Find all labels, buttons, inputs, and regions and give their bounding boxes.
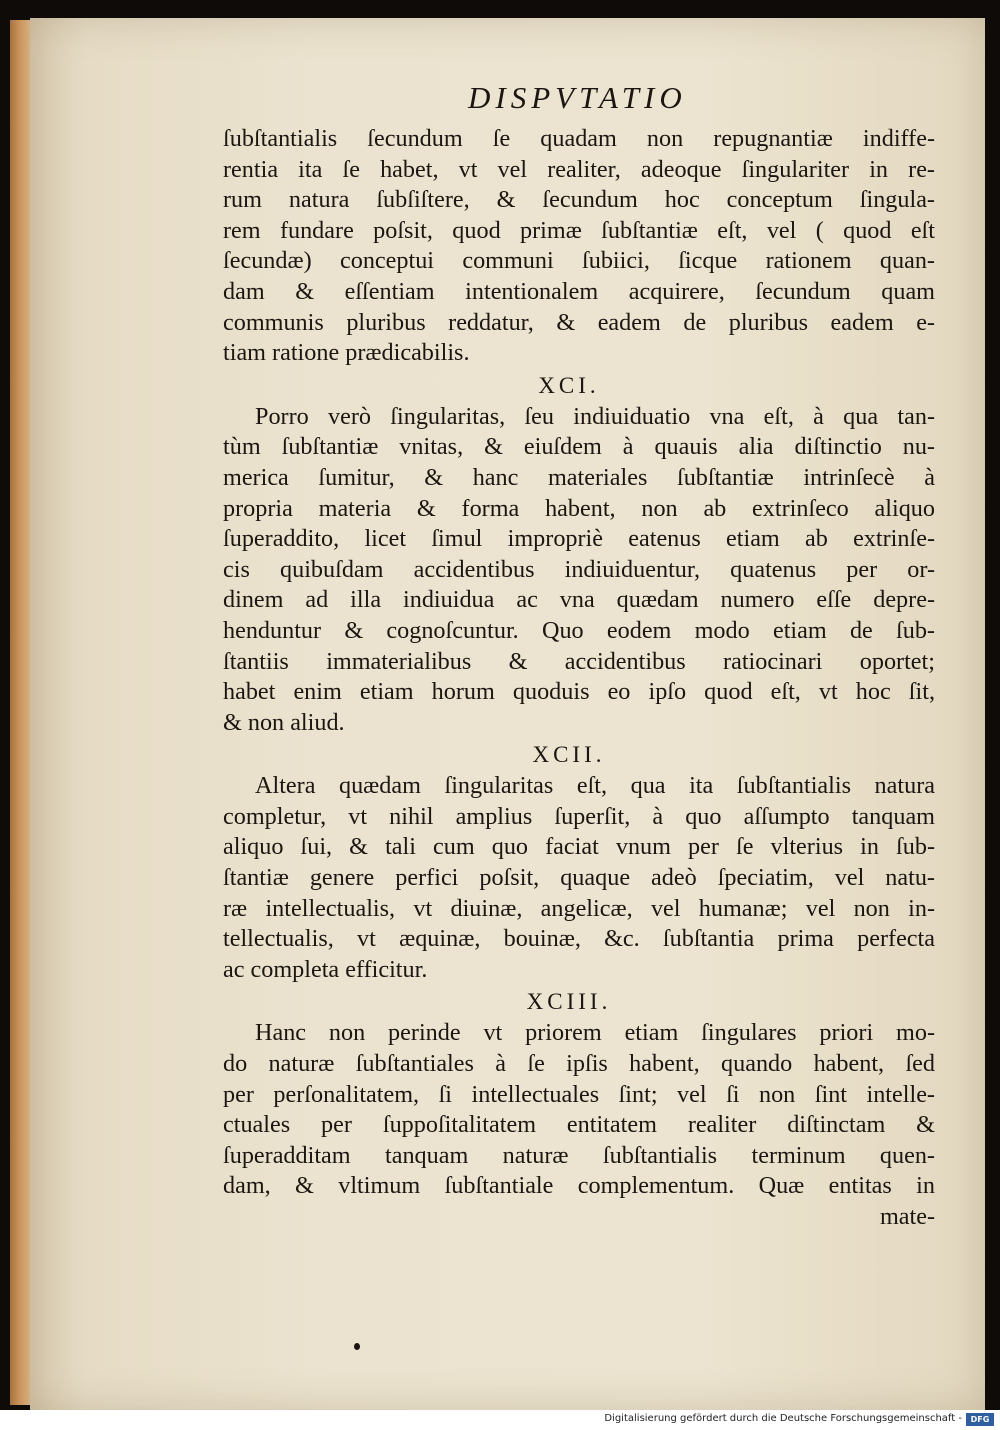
text-line: ſuperaddito, licet ſimul impropriè eatenus etiam ab extrinſe- bbox=[223, 525, 935, 553]
ink-dot bbox=[354, 1343, 360, 1350]
text-line: rum natura ſubſiſtere, & ſecundum hoc conceptum ſingula- bbox=[223, 186, 935, 214]
text-line: habet enim etiam horum quoduis eo ipſo quod eſt, vt hoc ſit, bbox=[223, 678, 935, 706]
text-line: tellectualis, vt æquinæ, bouinæ, &c. ſubſtantia prima perfecta bbox=[223, 925, 935, 953]
section-heading: XCI. bbox=[538, 372, 600, 398]
text-line: dinem ad illa indiuidua ac vna quædam numero eſſe depre- bbox=[223, 586, 935, 614]
page-text bbox=[223, 124, 935, 1233]
text-line: ac completa efficitur. bbox=[223, 955, 428, 983]
dfg-logo-icon: DFG bbox=[966, 1413, 994, 1426]
text-line: Porro verò ſingularitas, ſeu indiuiduatio vna eſt, à qua tan- bbox=[255, 402, 935, 430]
text-line: ræ intellectualis, vt diuinæ, angelicæ, vel humanæ; vel non in- bbox=[223, 894, 935, 922]
text-line: ctuales per ſuppoſitalitatem entitatem realiter diſtinctam & bbox=[223, 1111, 935, 1139]
section-heading: XCIII. bbox=[526, 989, 612, 1015]
paragraph-2 bbox=[223, 771, 935, 985]
text-line: henduntur & cognoſcuntur. Quo eodem modo etiam de ſub- bbox=[223, 616, 935, 644]
text-line: Hanc non perinde vt priorem etiam ſingulares priori mo- bbox=[255, 1019, 935, 1047]
paragraph-1 bbox=[223, 402, 935, 739]
text-line: aliquo ſui, & tali cum quo faciat vnum per ſe vlterius in ſub- bbox=[223, 833, 935, 861]
text-line: merica ſumitur, & hanc materiales ſubſtantiæ intrinſecè à bbox=[223, 463, 935, 491]
text-line: & non aliud. bbox=[223, 708, 345, 736]
catchword: mate- bbox=[879, 1203, 935, 1230]
text-line: dam, & vltimum ſubſtantiale complementum. Quæ entitas in bbox=[223, 1172, 935, 1200]
text-line: do naturæ ſubſtantiales à ſe ipſis habent, quando habent, ſed bbox=[223, 1050, 935, 1078]
text-line: communis pluribus reddatur, & eadem de pluribus eadem e- bbox=[223, 308, 935, 336]
text-line: rentia ita ſe habet, vt vel realiter, adeoque ſingulariter in re- bbox=[223, 155, 935, 183]
text-line: propria materia & forma habent, non ab extrinſeco aliquo bbox=[223, 494, 935, 522]
text-line: ſtantiis immaterialibus & accidentibus ratiocinari oportet; bbox=[223, 647, 935, 675]
text-line: ſecundæ) conceptui communi ſubiici, ſicque rationem quan- bbox=[223, 247, 935, 275]
footer-bar bbox=[0, 1410, 1000, 1430]
paragraph-3 bbox=[223, 1018, 935, 1202]
text-line: ſuperadditam tanquam naturæ ſubſtantialis terminum quen- bbox=[223, 1141, 935, 1169]
text-line: Altera quædam ſingularitas eſt, qua ita ſubſtantialis natura bbox=[255, 772, 935, 800]
footer-credit: Digitalisierung gefördert durch die Deutsche Forschungsgemeinschaft - bbox=[604, 1413, 962, 1424]
text-line: cis quibuſdam accidentibus indiuiduentur, quatenus per or- bbox=[223, 555, 935, 583]
text-line: tiam ratione prædicabilis. bbox=[223, 339, 470, 367]
text-line: ſtantiæ genere perfici poſsit, quaque adeò ſpeciatim, vel natu- bbox=[223, 864, 935, 892]
text-line: rem fundare poſsit, quod primæ ſubſtantiæ eſt, vel ( quod eſt bbox=[223, 216, 935, 244]
section-heading: XCII. bbox=[532, 742, 606, 768]
text-line: ſubſtantialis ſecundum ſe quadam non repugnantiæ indiffe- bbox=[223, 125, 935, 152]
text-line: completur, vt nihil amplius ſuperſit, à quo aſſumpto tanquam bbox=[223, 802, 935, 830]
paragraph-0 bbox=[223, 124, 935, 369]
text-line: per perſonalitatem, ſi intellectuales ſint; vel ſi non ſint intelle- bbox=[223, 1080, 935, 1108]
text-line: tùm ſubſtantiæ vnitas, & eiuſdem à quauis alia diſtinctio nu- bbox=[223, 433, 935, 461]
text-line: dam & eſſentiam intentionalem acquirere, ſecundum quam bbox=[223, 277, 935, 305]
running-title: DISPVTATIO bbox=[468, 80, 687, 115]
page-edge bbox=[10, 20, 32, 1405]
